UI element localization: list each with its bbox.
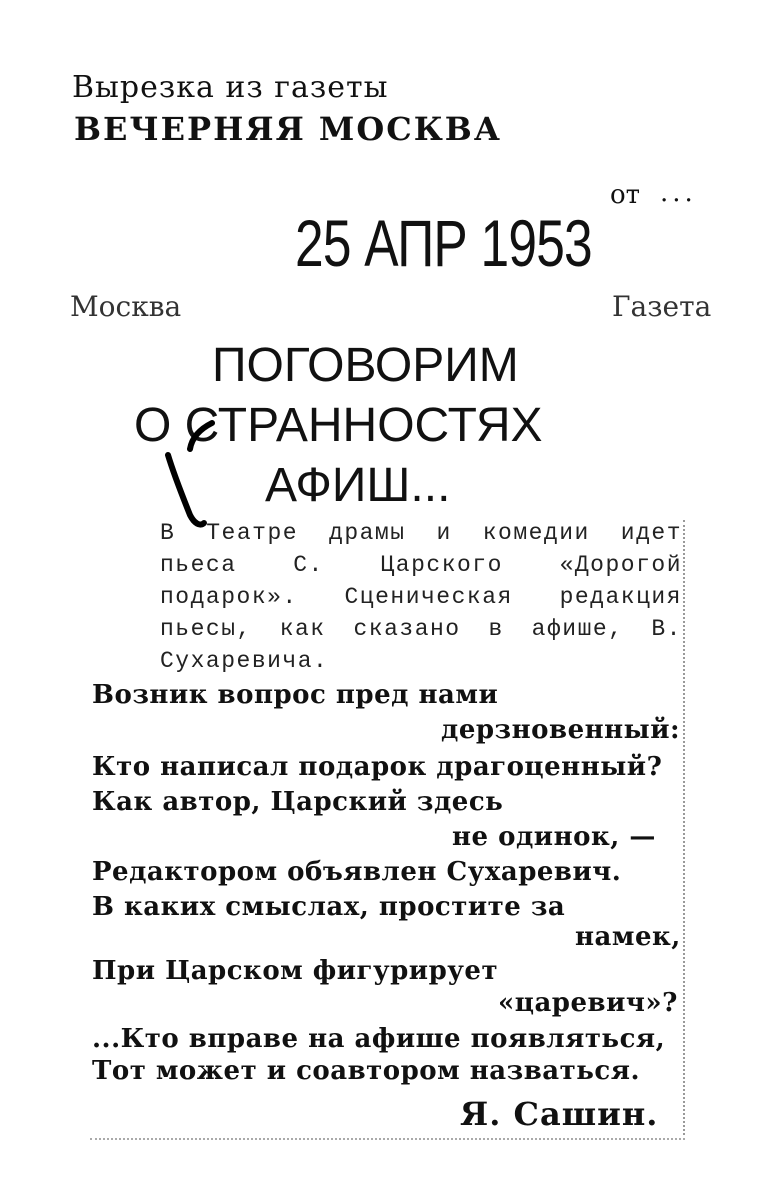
- article-title-line: О СТРАННОСТЯХ: [134, 399, 543, 452]
- verse-line: В каких смыслах, простите за: [92, 892, 566, 922]
- verse-line: Как автор, Царский здесь: [92, 787, 504, 817]
- city-label: Москва: [70, 290, 182, 323]
- verse-line: Редактором объявлен Сухаревич.: [92, 857, 622, 887]
- clipping-bottom-edge: [90, 1138, 685, 1141]
- article-lead: В Театре драмы и комедии идет пьеса С. Царского «Дорогой подарок». Сценическая редакция пьесы, как сказано в афише, В. Сухаревича.: [160, 520, 682, 674]
- verse-line: Возник вопрос пред нами: [92, 680, 499, 710]
- article-title-line: АФИШ...: [265, 459, 451, 512]
- verse-line: Тот может и соавтором назваться.: [92, 1056, 640, 1086]
- gazeta-label: Газета: [612, 290, 712, 323]
- clipping-right-edge: [683, 520, 686, 1135]
- verse-line: «царевич»?: [498, 988, 678, 1018]
- verse-line: не одинок, —: [452, 822, 656, 852]
- date-prefix: от: [610, 180, 641, 210]
- verse-line: Кто написал подарок драгоценный?: [92, 752, 663, 782]
- article-title-line: ПОГОВОРИМ: [212, 339, 519, 392]
- verse-line: дерзновенный:: [441, 715, 681, 745]
- date-stamp: 25 АПР 1953: [295, 206, 592, 280]
- verse-line: При Царском фигурирует: [92, 956, 499, 986]
- newspaper-name: ВЕЧЕРНЯЯ МОСКВА: [74, 110, 502, 148]
- verse-line: ...Кто вправе на афише появляться,: [92, 1024, 666, 1054]
- date-dots: ...: [660, 178, 697, 208]
- clipping-source-label: Вырезка из газеты: [72, 70, 389, 105]
- author-signature: Я. Сашин.: [460, 1095, 659, 1133]
- verse-line: намек,: [575, 922, 681, 952]
